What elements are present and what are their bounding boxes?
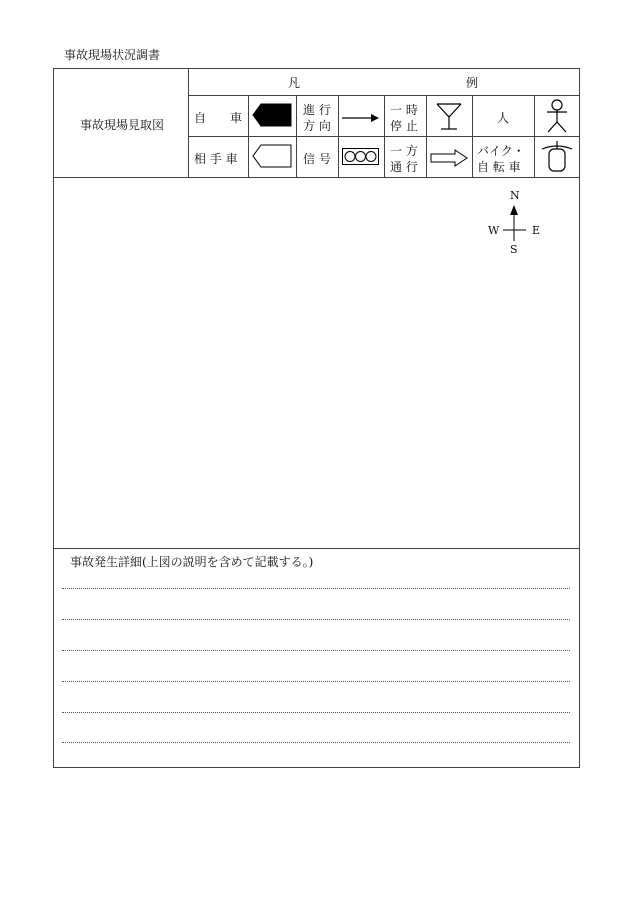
- details-heading: 事故発生詳細(上図の説明を含めて記載する。): [70, 555, 314, 569]
- legend-one-way-label-1: 一 方: [390, 144, 418, 158]
- legend-col-divider: [296, 95, 297, 177]
- legend-col-divider: [384, 95, 385, 177]
- bike-icon: [540, 139, 574, 173]
- legend-one-way-label-2: 通 行: [390, 160, 418, 174]
- document-title: 事故現場状況調書: [64, 48, 161, 62]
- outline-car-icon: [253, 145, 293, 169]
- compass-north-label: N: [510, 189, 520, 202]
- diagram-bottom-divider: [53, 548, 580, 549]
- legend-stop-label-2: 停 止: [390, 119, 418, 133]
- compass-south-label: S: [510, 243, 518, 256]
- legend-stop-label-1: 一 時: [390, 103, 418, 117]
- legend-direction-label-2: 方 向: [303, 119, 331, 133]
- arrow-right-icon: [342, 112, 380, 124]
- writing-line[interactable]: [62, 712, 570, 713]
- label-column-divider: [188, 68, 189, 177]
- legend-other-car-label: 相 手 車: [194, 152, 238, 166]
- section-label: 事故現場見取図: [80, 118, 165, 132]
- person-icon: [544, 98, 570, 134]
- legend-direction-label-1: 進 行: [303, 103, 331, 117]
- legend-col-divider: [338, 95, 339, 177]
- legend-person-label: 人: [497, 111, 510, 125]
- legend-own-car-label: 自 車: [194, 111, 243, 125]
- legend-header-right: 例: [466, 76, 479, 90]
- compass-east-label: E: [532, 224, 541, 237]
- legend-col-divider: [248, 95, 249, 177]
- traffic-signal-icon: [342, 148, 380, 166]
- stop-sign-icon: [436, 103, 462, 131]
- legend-col-divider: [472, 95, 473, 177]
- compass-west-label: W: [488, 224, 500, 237]
- legend-header-left: 凡: [288, 76, 301, 90]
- legend-col-divider: [426, 95, 427, 177]
- writing-line[interactable]: [62, 619, 570, 620]
- filled-car-icon: [253, 104, 293, 128]
- legend-bike-label-2: 自 転 車: [477, 160, 521, 174]
- writing-line[interactable]: [62, 742, 570, 743]
- writing-line[interactable]: [62, 650, 570, 651]
- legend-col-divider: [534, 95, 535, 177]
- hollow-arrow-icon: [430, 149, 468, 167]
- legend-signal-label: 信 号: [303, 152, 331, 166]
- compass-icon: [501, 203, 529, 243]
- legend-bottom-divider: [53, 177, 580, 178]
- writing-line[interactable]: [62, 588, 570, 589]
- legend-bike-label-1: バイク・: [477, 144, 525, 158]
- writing-line[interactable]: [62, 681, 570, 682]
